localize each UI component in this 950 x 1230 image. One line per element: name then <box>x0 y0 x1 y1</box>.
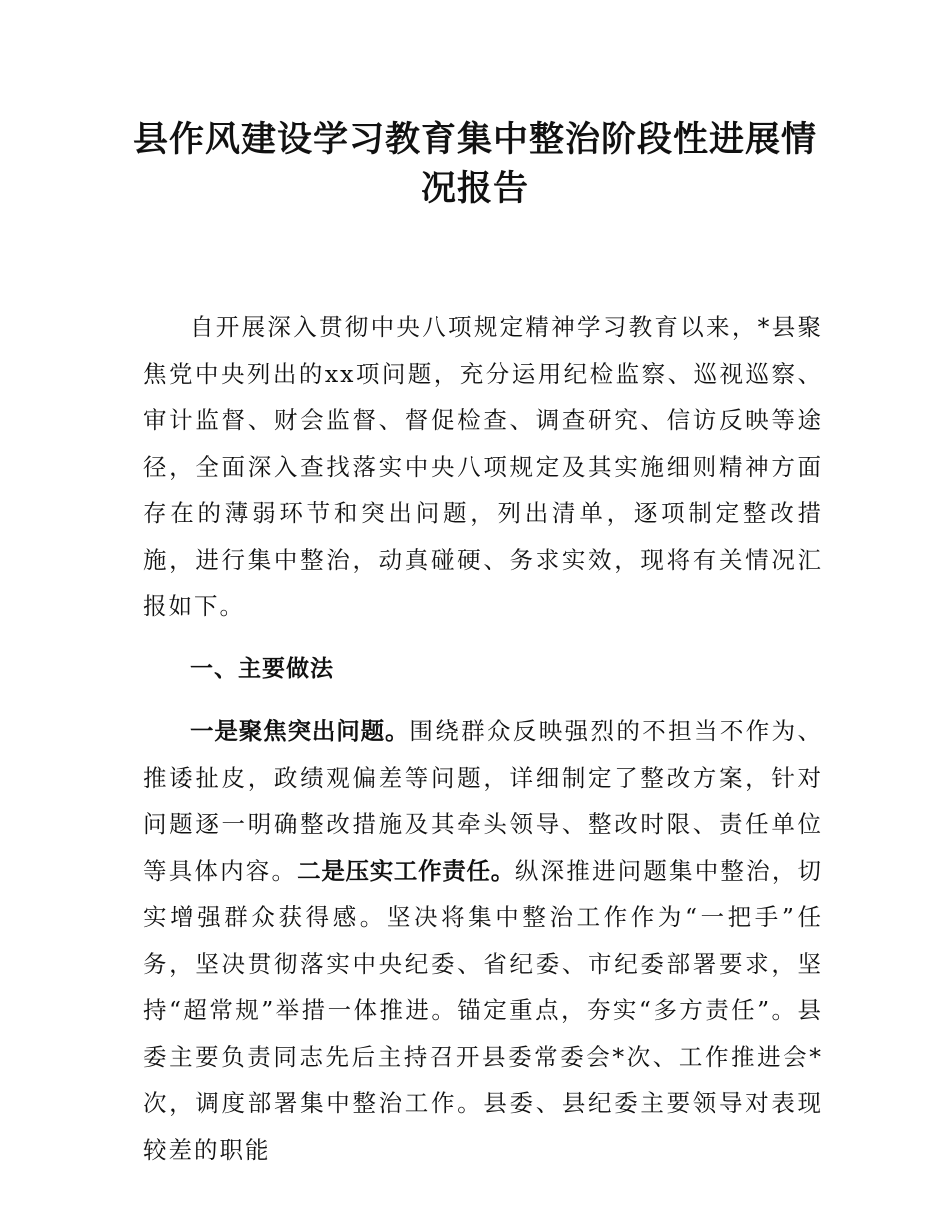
lead-phrase-2: 二是压实工作责任。 <box>297 856 515 885</box>
paragraph-text-2: 纵深推进问题集中整治，切实增强群众获得感。坚决将集中整治工作作为“一把手”任务，坚决贯彻落实中央纪委、省纪委、市纪委部署要求，坚持“超常规”举措一体推进。锚定重点，夯实“多方责任”。县委主要负责同志先后主持召开县委常委会*次、工作推进会*次，调度部署集中整治工作。县委、县纪委主要领导对表现较差的职能 <box>143 856 824 1164</box>
title-line-1: 县作风建设学习教育集中整治阶段性进展情 <box>132 120 817 160</box>
section-paragraph <box>143 708 823 1173</box>
section-heading: 一、主要做法 <box>190 655 334 682</box>
document-body <box>143 304 823 1173</box>
intro-paragraph: 自开展深入贯彻中央八项规定精神学习教育以来，*县聚焦党中央列出的xx项问题，充分运用纪检监察、巡视巡察、审计监督、财会监督、督促检查、调查研究、信访反映等途径，全面深入查找落实中央八项规定及其实施细则精神方面存在的薄弱环节和突出问题，列出清单，逐项制定整改措施，进行集中整治，动真碰硬、务求实效，现将有关情况汇报如下。 <box>143 313 823 620</box>
lead-phrase-1: 一是聚焦突出问题。 <box>190 717 410 745</box>
paragraph-spacer <box>143 692 823 708</box>
paragraph-spacer <box>143 630 823 646</box>
paragraph-text-1: 围绕群众反映强烈的不担当不作为、推诿扯皮，政绩观偏差等问题，详细制定了整改方案，针对问题逐一明确整改措施及其牵头领导、整改时限、责任单位等具体内容。 <box>143 717 823 885</box>
document-title <box>100 116 850 214</box>
title-line-2: 况报告 <box>420 169 529 209</box>
